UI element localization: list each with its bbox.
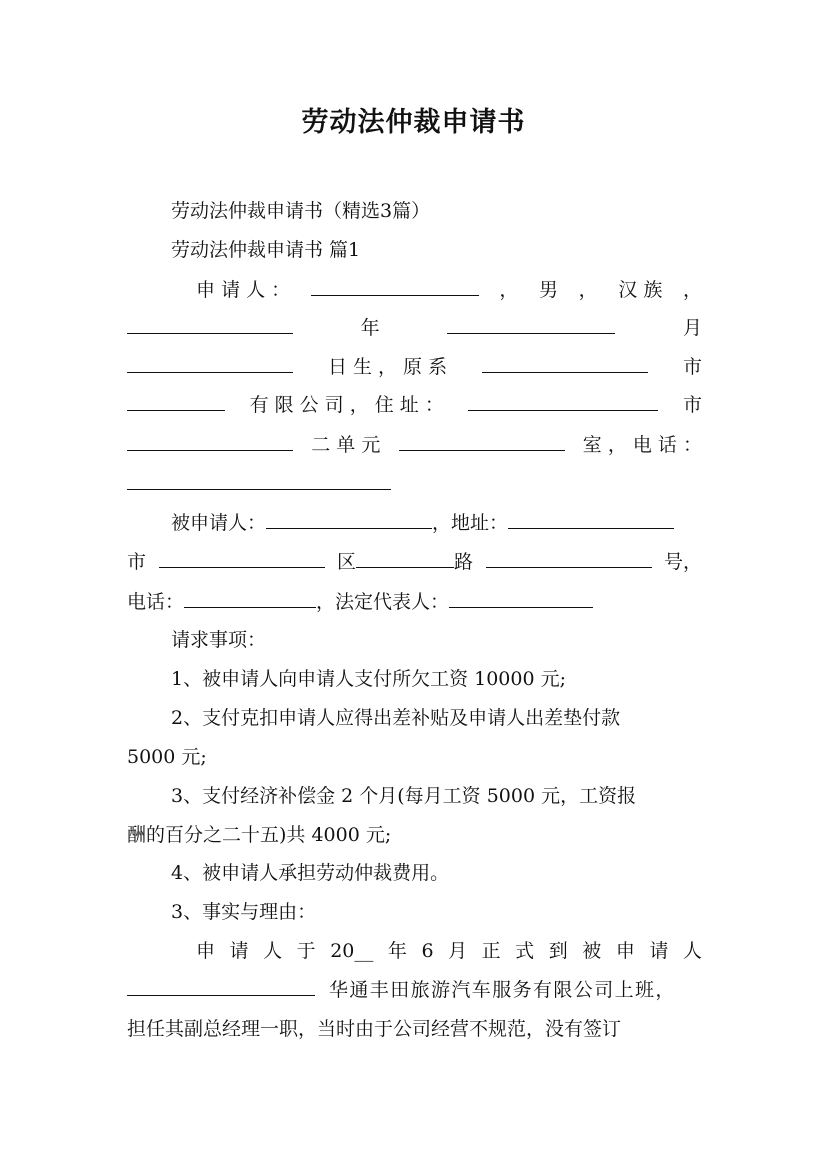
- word: 人: [263, 940, 283, 962]
- applicant-line-2: [127, 315, 702, 341]
- claim-item-2-cont: 5000 元;: [127, 746, 207, 768]
- born-text: 日 生 ， 原 系: [327, 356, 448, 378]
- applicant-phone-blank: [127, 471, 391, 490]
- respondent-address-blank: [508, 510, 674, 529]
- applicant-name-blank: [311, 277, 479, 296]
- claim-item-3: 3、支付经济补偿金 2 个月(每月工资 5000 元，工资报: [171, 785, 637, 807]
- company-name-blank: [127, 392, 225, 411]
- respondent-phone-blank: [184, 589, 316, 608]
- respondent-line-3: [127, 589, 702, 615]
- comma: ，: [499, 279, 519, 301]
- facts-line-1: [196, 938, 702, 964]
- claims-heading: 请求事项：: [171, 629, 267, 651]
- facts-line-3: 担任其副总经理一职，当时由于公司经营不规范，没有签订: [127, 1018, 622, 1040]
- district-text: 区: [336, 551, 356, 573]
- city-text: 市: [682, 394, 702, 416]
- phone-label: 电话：: [127, 591, 185, 613]
- word: 请: [649, 940, 669, 962]
- company-address-text: 有 限 公 司 ， 住 址 ：: [249, 394, 444, 416]
- respondent-name-blank: [266, 510, 432, 529]
- respondent-address-label: ，地址：: [432, 512, 509, 534]
- facts-line-2: [127, 977, 702, 1003]
- birth-day-blank: [127, 354, 293, 373]
- word: 于: [296, 940, 316, 962]
- company-prefix-blank: [127, 977, 315, 996]
- room-phone-text: 室 ， 电 话 ：: [582, 434, 702, 456]
- gender-text: 男: [539, 279, 559, 301]
- word: 月: [448, 940, 468, 962]
- word: 式: [515, 940, 535, 962]
- month-text: 月: [682, 317, 702, 339]
- claim-item-1: 1、被申请人向申请人支付所欠工资 10000 元;: [171, 668, 567, 690]
- number-text: 号，: [663, 551, 702, 573]
- birth-month-blank: [447, 315, 615, 334]
- year-blank-text: 20__: [330, 940, 374, 962]
- city-text: 市: [127, 551, 147, 573]
- address-blank: [468, 392, 658, 411]
- word: 请: [229, 940, 249, 962]
- respondent-district-blank: [356, 549, 454, 568]
- section-heading: 劳动法仲裁申请书 篇1: [171, 239, 361, 261]
- respondent-city-blank: [159, 549, 325, 568]
- birth-year-prefix-blank: [127, 315, 293, 334]
- claim-item-3-cont: 酬的百分之二十五)共 4000 元;: [127, 824, 392, 846]
- document-subtitle: 劳动法仲裁申请书（精选3篇）: [171, 200, 431, 222]
- street-blank: [127, 432, 293, 451]
- word: 年: [387, 940, 407, 962]
- road-text: 路: [454, 551, 474, 573]
- respondent-line-2: [127, 549, 702, 575]
- document-title: 劳动法仲裁申请书: [301, 107, 526, 138]
- word: 申: [615, 940, 635, 962]
- word: 6: [421, 940, 434, 962]
- respondent-road-blank: [486, 549, 652, 568]
- applicant-line-3: [127, 354, 702, 380]
- word: 到: [548, 940, 568, 962]
- applicant-label: 申 请 人 ：: [196, 279, 291, 301]
- claim-item-4: 4、被申请人承担劳动仲裁费用。: [171, 862, 450, 884]
- ethnicity-text: 汉 族: [618, 279, 663, 301]
- applicant-line-1: [196, 277, 702, 303]
- facts-text: 华通丰田旅游汽车服务有限公司上班，: [329, 979, 676, 1001]
- respondent-label: 被申请人：: [171, 512, 267, 534]
- unit-text: 二 单 元: [311, 434, 381, 456]
- facts-heading: 3、事实与理由：: [171, 901, 317, 923]
- applicant-line-4: [127, 392, 702, 418]
- word: 正: [481, 940, 501, 962]
- word: 人: [682, 940, 702, 962]
- legal-rep-label: ，法定代表人：: [316, 591, 450, 613]
- applicant-line-6: [127, 471, 702, 497]
- legal-rep-blank: [449, 589, 593, 608]
- year-text: 年: [360, 317, 380, 339]
- applicant-line-5: [127, 432, 702, 458]
- comma: ，: [578, 279, 598, 301]
- respondent-line-1: [171, 510, 702, 536]
- word: 申: [196, 940, 216, 962]
- city-text: 市: [682, 356, 702, 378]
- claim-item-2: 2、支付克扣申请人应得出差补贴及申请人出差垫付款: [171, 707, 621, 729]
- room-blank: [399, 432, 565, 451]
- comma: ，: [682, 279, 702, 301]
- word: 被: [582, 940, 602, 962]
- former-employer-city-blank: [482, 354, 648, 373]
